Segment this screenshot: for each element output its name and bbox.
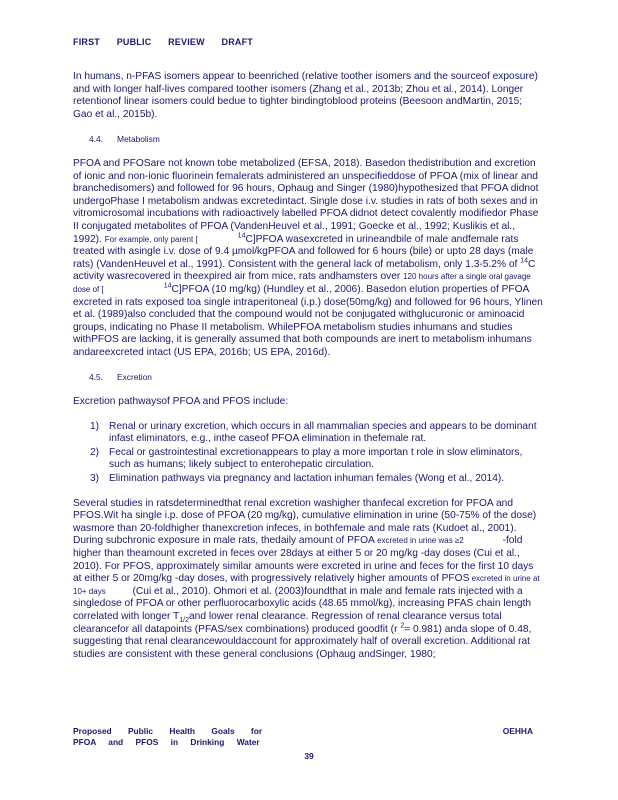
text-run: C]PFOA wasexcreted in urineandbile of male andfemale rats treated with asingle i.v. dose of 9.4 µmol/kgPFOA and followed for 6 hours (bile) or upto 28 days (male rats) (VandenHeuvel et al., 1991). Consistent with the general lack of metabolism, only 1.3-5.2% of [73,233,534,270]
superscript: 14 [520,257,528,265]
text-run-small: For example, only parent [ [104,234,198,244]
superscript: 14 [163,282,172,290]
footer-agency: OEHHA [502,726,533,736]
superscript: 14 [237,232,246,240]
text-run: = 0.981) anda slope of 0.48, suggesting that renal clearancewouldaccount for approximately half of overall excretion. Additional rat studies are consistent with these general conclusions (Ophaug andSinger, 1980; [73,623,532,660]
paragraph-pathways-intro: Excretion pathwaysof PFOA and PFOS include: [73,396,289,408]
text-run-small: 120 hours after a single oral gavage dose of [ [73,272,531,294]
list-text: Fecal or gastrointestinal excretionappears to play a more importan t role in slow eliminators, such as humans; likely subject to enterohepatic circulation. [109,446,523,471]
list-item [73,421,543,446]
list-marker: 2) [90,446,100,458]
text-run: C]PFOA (10 mg/kg) (Hundley et al., 2006). Basedon elution properties of PFOA excreted in rats exposed toa single intraperitoneal (i.p.) dose(50mg/kg) and followed for 96 hours, Ylinen et al. (1989)also concluded that the compound would not be conjugated withglucuronic or aminoacid groups, indicating no Phase II metabolism. WhilePFOA metabolism studies inhumans and studies withPFOS are lacking, it is generally assumed that both compounds are inert to metabolism inhumans andareexcreted intact (US EPA, 2016b; US EPA, 2016d). [73,283,543,358]
paragraph-isomers: In humans, n-PFAS isomers appear to beenriched (relative toother isomers and the sourceof exposure) and with longer half-lives compared toother isomers (Zhang et al., 2013b; Zhou et al., 2014). Longer retentionof linear isomers could bedue to tighter bindingtoblood proteins (Beesoon andMartin, 2015; Gao et al., 2015b). [73,71,538,120]
section-heading-excretion [89,371,543,384]
list-marker: 3) [90,473,100,485]
page-body [73,71,543,673]
excretion-pathways-list [73,421,543,486]
list-item [73,473,543,486]
text-run: (Cui et al., 2010). Ohmori et al. (2003)foundthat in male and female rats injected with a singledose of PFOA or other perfluorocarboxylic acids (48.65 mmol/kg), increasing PFAS chain length correlated with longer T [73,585,532,622]
list-text: Renal or urinary excretion, which occurs in all mammalian species and appears to be dominant infast eliminators, e.g., inthe caseof PFOA elimination in thefemale rat. [109,420,537,445]
section-title: Excretion [117,372,152,383]
subscript: 1/2 [179,617,190,624]
text-run: PFOA and PFOSare not known tobe metabolized (EFSA, 2018). Basedon thedistribution and excretion of ionic and non-ionic fluorinein femalerats administered an unspecifieddose of PFOA (mix of linear and branchedisomers) and followed for 96 hours, Ophaug and Singer (1980)hypothesized that PFOA didnot undergoPhase I metabolism andwas excretedintact. Single dose i.v. studies in rats of both sexes and in vitromicrosomal incubations with radioactively labelled PFOA didnot detect covalently modifiedor Phase II conjugated metabolites of PFOA (VandenHeuvel et al., 1991; Goecke et al., 1992; Kuslikis et al., 1992). [73,157,539,245]
list-item [73,447,543,472]
page-number: 39 [304,751,314,761]
section-heading-metabolism [89,133,543,146]
running-header: FIRST PUBLIC REVIEW DRAFT [73,37,253,47]
footer-line-2: PFOA and PFOS in Drinking Water [73,737,260,747]
text-run-small: excreted in urine at 10+ days [73,574,540,596]
list-text: Elimination pathways via pregnancy and lactation inhuman females (Wong et al., 2014). [109,473,505,485]
section-number: 4.4. [89,134,103,145]
superscript: 2 [400,622,405,630]
section-number: 4.5. [89,372,103,383]
text-run: -fold higher than theamount excreted in feces over 28days at either 5 or 20 mg/kg -day doses (Cui et al., 2010). For PFOS, approximately similar amounts were excreted in urine and feces for the first 10 days at either 5 or 20mg/kg -day doses, with progressively relatively higher amounts of PFOS [73,535,534,585]
footer-line-1: Proposed Public Health Goals for [73,726,263,736]
text-run: and lower renal clearance. Regression of renal clearance versus total clearancefor all datapoints (PFAS/sex combinations) produced goodfit (r [73,610,502,635]
text-run-small: excreted in urine was ≥2 [377,536,464,546]
text-run: Several studies in ratsdeterminedthat renal excretion washigher thanfecal excretion for PFOA and PFOS.Wit ha single i.p. dose of PFOA (20 mg/kg), cumulative elimination in urine (50-75% of the dose) wasmore than 20-foldhigher thanexcretion infeces, in bothfemale and male rats (Kudoet al., 2001). During subchronic exposure in male rats, thedaily amount of PFOA [73,497,537,547]
paragraph-excretion-studies [73,498,543,662]
list-marker: 1) [90,420,100,432]
section-title: Metabolism [117,134,160,145]
paragraph-metabolism [73,158,543,360]
text-run: C activity wasrecovered in theexpired air from mice, rats andhamsters over [73,258,536,283]
page-footer [73,726,533,748]
